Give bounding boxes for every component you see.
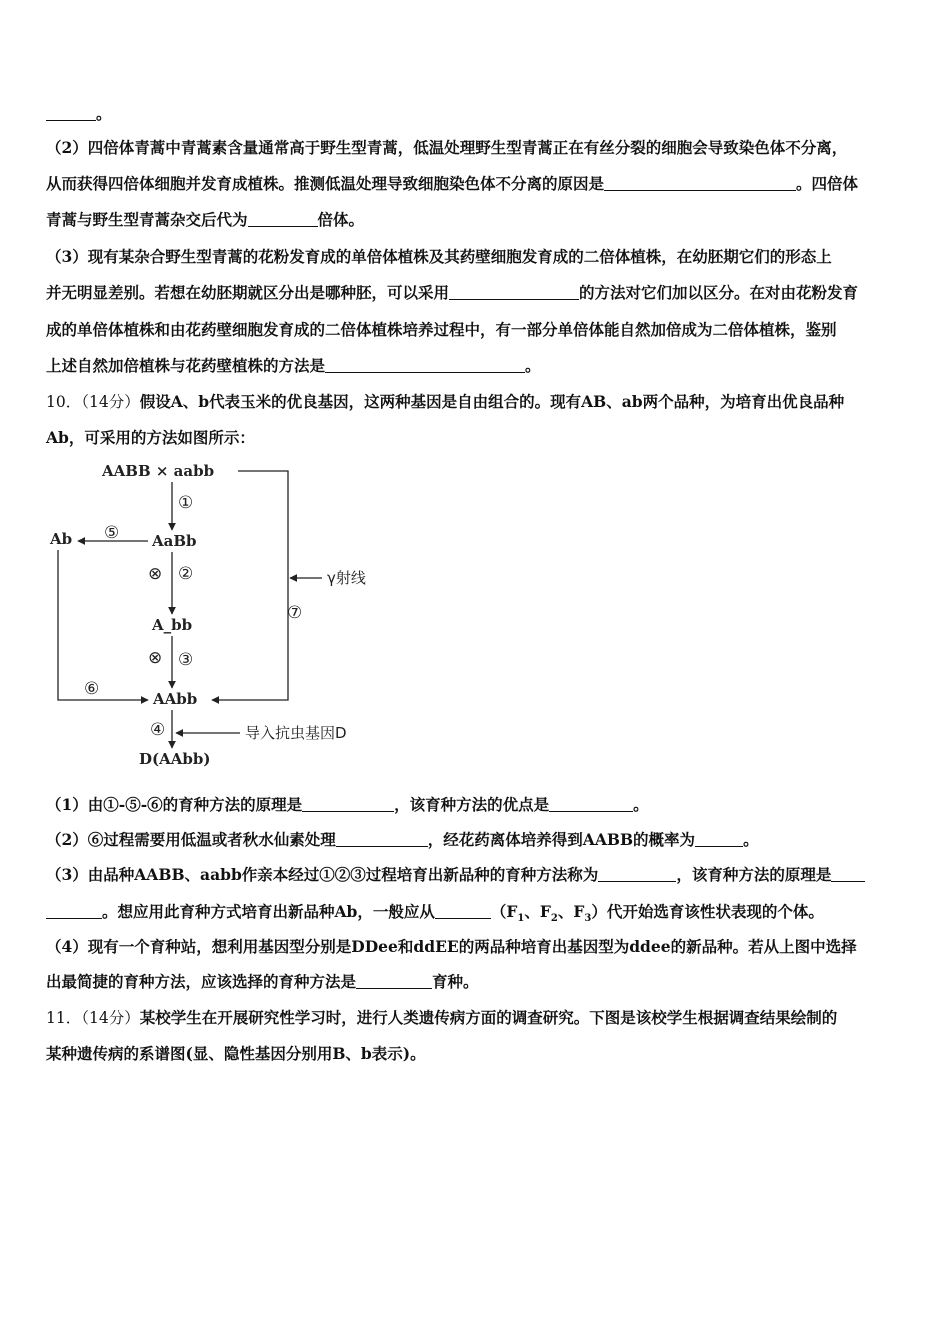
q10-intro-line-2: Ab，可采用的方法如图所示： <box>46 428 255 447</box>
answer-blank[interactable] <box>449 284 579 300</box>
q9-part3-line-2: 并无明显差别。若想在幼胚期就区分出是哪种胚，可以采用 的方法对它们加以区分。在对由花粉发育 <box>46 283 859 302</box>
q9-part2-line-1: （2）四倍体青蒿中青蒿素含量通常高于野生型青蒿，低温处理野生型青蒿正在有丝分裂的细胞会导致染色体不分离， <box>46 138 848 157</box>
q11-line-2: 某种遗传病的系谱图(显、隐性基因分别用B、b表示)。 <box>46 1044 426 1063</box>
answer-blank[interactable] <box>598 866 676 882</box>
q11-line-1: 11．（14分）某校学生在开展研究性学习时，进行人类遗传病方面的调查研究。下图是该校学生根据调查结果绘制的 <box>46 1008 838 1027</box>
answer-blank[interactable] <box>46 105 96 121</box>
self-cross-2: ⊗ <box>148 648 163 668</box>
q9-part2-line-2: 从而获得四倍体细胞并发育成植株。推测低温处理导致细胞染色体不分离的原因是 。四倍体 <box>46 174 859 193</box>
q9-part3-line-3: 成的单倍体植株和由花药壁细胞发育成的二倍体植株培养过程中，有一部分单倍体能自然加倍成为二倍体植株，鉴别 <box>46 320 837 339</box>
answer-blank[interactable] <box>46 903 102 919</box>
aabb-label: AAbb <box>153 690 198 708</box>
q10-intro-line-1: 10．（14分）假设A、b代表玉米的优良基因，这两种基因是自由组合的。现有AB、ab两个品种，为培育出优良品种 <box>46 392 845 411</box>
breeding-diagram <box>40 452 440 777</box>
answer-blank[interactable] <box>604 175 796 191</box>
final-label: D(AAbb) <box>139 750 211 768</box>
answer-blank[interactable] <box>325 357 525 373</box>
step-3: ③ <box>178 650 194 670</box>
ab-label: Ab <box>50 530 73 548</box>
step-5: ⑤ <box>104 523 120 543</box>
q9-part3-line-1: （3）现有某杂合野生型青蒿的花粉发育成的单倍体植株及其药壁细胞发育成的二倍体植株，在幼胚期它们的形态上 <box>46 247 832 266</box>
gamma-ray-label: γ射线 <box>327 569 366 587</box>
arrow-6 <box>58 550 148 700</box>
q9-line-0: 。 <box>46 104 112 124</box>
q10-sub2: （2）⑥过程需要用低温或者秋水仙素处理 ，经花药离体培养得到AABB的概率为 。 <box>46 830 759 849</box>
answer-blank[interactable] <box>549 796 633 812</box>
self-cross-1: ⊗ <box>148 564 163 584</box>
step-6: ⑥ <box>84 679 100 699</box>
q10-sub4-line-1: （4）现有一个育种站，想利用基因型分别是DDee和ddEE的两品种培育出基因型为ddee的新品种。若从上图中选择 <box>46 937 857 956</box>
step-7: ⑦ <box>287 603 303 623</box>
insert-gene-label: 导入抗虫基因D <box>245 724 347 742</box>
step-4: ④ <box>150 720 166 740</box>
a-bb-label: A_bb <box>152 616 193 634</box>
answer-blank[interactable] <box>831 866 865 882</box>
answer-blank[interactable] <box>336 831 428 847</box>
answer-blank[interactable] <box>695 831 743 847</box>
q9-part3-line-4: 上述自然加倍植株与花药壁植株的方法是 。 <box>46 356 541 375</box>
q10-sub4-line-2: 出最简捷的育种方法，应该选择的育种方法是 育种。 <box>46 972 479 991</box>
answer-blank[interactable] <box>302 796 394 812</box>
answer-blank[interactable] <box>435 903 491 919</box>
q10-sub3-line-1: （3）由品种AABB、aabb作亲本经过①②③过程培育出新品种的育种方法称为 ，该育种方法的原理是 <box>46 865 865 885</box>
step-2: ② <box>178 564 194 584</box>
arrow-7 <box>212 471 288 700</box>
q9-part2-line-3: 青蒿与野生型青蒿杂交后代为 倍体。 <box>46 210 365 229</box>
q10-sub1: （1）由①-⑤-⑥的育种方法的原理是 ，该育种方法的优点是 。 <box>46 795 649 814</box>
f1-label: AaBb <box>152 532 197 550</box>
q10-sub3-line-2: 。想应用此育种方式培育出新品种Ab，一般应从 （$F_1$、$F_2$、$F_3$）代开始选育该性状表现的个体。 <box>46 902 824 929</box>
answer-blank[interactable] <box>356 973 432 989</box>
answer-blank[interactable] <box>248 211 318 227</box>
parents-label: AABB × aabb <box>102 462 215 480</box>
step-1: ① <box>178 493 194 513</box>
